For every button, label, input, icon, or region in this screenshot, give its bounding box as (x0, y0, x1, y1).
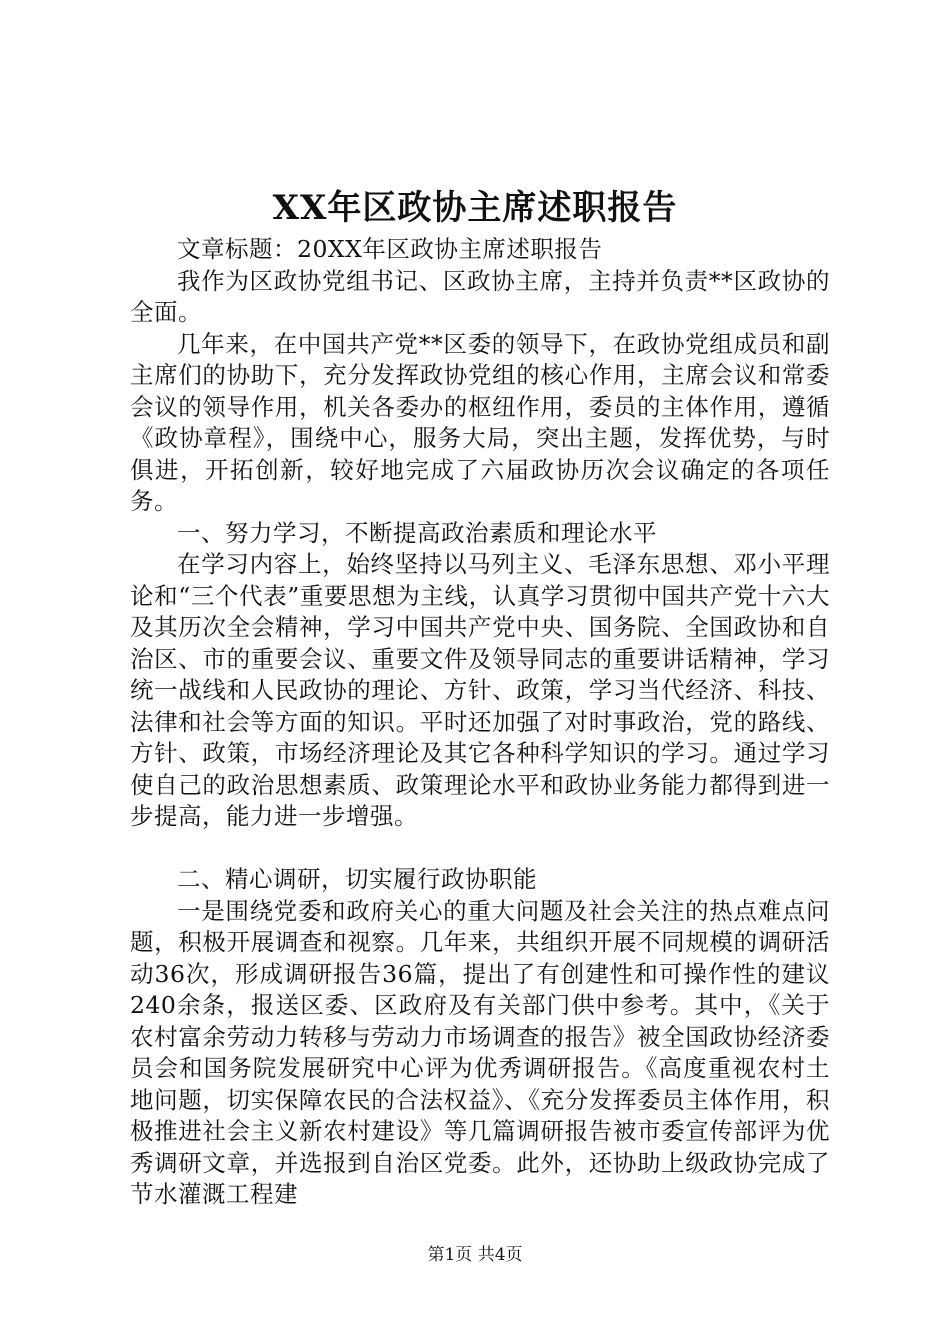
paragraph-intro: 我作为区政协党组书记、区政协主席，主持并负责**区政协的全面。 (130, 266, 830, 326)
section-heading-research: 二、精心调研，切实履行政协职能 (177, 865, 537, 893)
document-title: XX年区政协主席述职报告 (272, 188, 678, 228)
section-heading-study: 一、努力学习，不断提高政治素质和理论水平 (177, 518, 657, 547)
page-number: 第1页 共4页 (427, 1245, 523, 1265)
paragraph-article-heading: 文章标题：20XX年区政协主席述职报告 (177, 235, 603, 263)
document-body (130, 234, 830, 1211)
paragraph-research: 一是围绕党委和政府关心的重大问题及社会关注的热点难点问题，积极开展调查和视察。几年来，共组织开展不同规模的调研活动36次，形成调研报告36篇，提出了有创建性和可操作性的建议240余条，报送区委、区政府及有关部门供中参考。其中，《关于农村富余劳动力转移与劳动力市场调查的报告》被全国政协经济委员会和国务院发展研究中心评为优秀调研报告。《高度重视农村土地问题，切实保障农民的合法权益》、《充分发挥委员主体作用，积极推进社会主义新农村建设》等几篇调研报告被市委宣传部评为优秀调研文章，并选报到自治区党委。此外，还协助上级政协完成了节水灌溉工程建 (130, 896, 830, 1208)
paragraph-study: 在学习内容上，始终坚持以马列主义、毛泽东思想、邓小平理论和“三个代表”重要思想为主线，认真学习贯彻中国共产党十六大及其历次全会精神，学习中国共产党中央、国务院、全国政协和自治区、市的重要会议、重要文件及领导同志的重要讲话精神，学习统一战线和人民政协的理论、方针、政策，学习当代经济、科技、法律和社会等方面的知识。平时还加强了对时事政治，党的路线、方针、政策，市场经济理论及其它各种科学知识的学习。通过学习使自己的政治思想素质、政策理论水平和政协业务能力都得到进一步提高，能力进一步增强。 (130, 550, 830, 830)
paragraph-spacer (130, 833, 830, 865)
paragraph-summary: 几年来，在中国共产党**区委的领导下，在政协党组成员和副主席们的协助下，充分发挥政协党组的核心作用，主席会议和常委会议的领导作用，机关各委办的枢纽作用，委员的主体作用，遵循《政协章程》，围绕中心，服务大局，突出主题，发挥优势，与时俱进，开拓创新，较好地完成了六届政协历次会议确定的各项任务。 (130, 329, 830, 515)
